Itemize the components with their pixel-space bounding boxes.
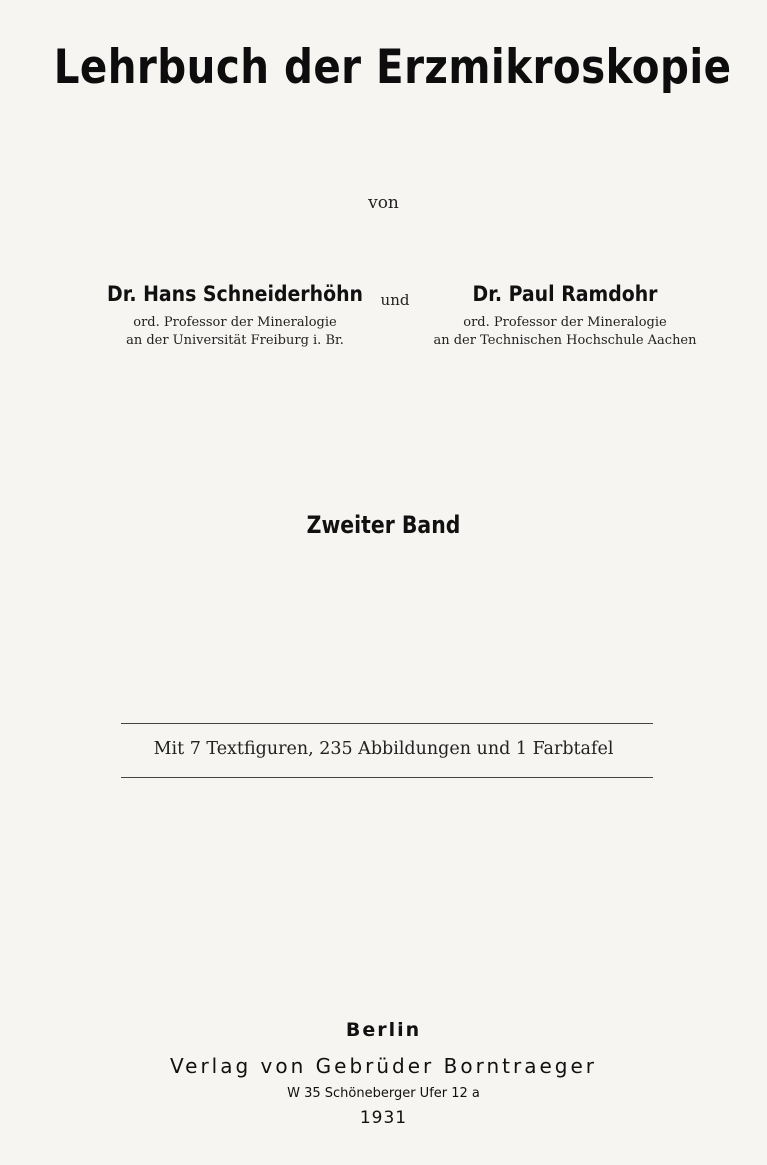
divider-top (121, 723, 653, 724)
figures-note: Mit 7 Textfiguren, 235 Abbildungen und 1 Farbtafel (153, 739, 614, 759)
conjunction: und (380, 291, 410, 309)
book-title: Lehrbuch der Erzmikroskopie (53, 40, 732, 95)
imprint-city: Berlin (345, 1019, 422, 1041)
author-first (60, 282, 410, 350)
author-position: ord. Professor der Mineralogie (463, 315, 667, 330)
author-institution: an der Universität Freiburg i. Br. (126, 333, 344, 348)
volume-label: Zweiter Band (306, 511, 461, 539)
author-position: ord. Professor der Mineralogie (133, 315, 337, 330)
author-name: Dr. Hans Schneiderhöhn (107, 282, 363, 306)
imprint-address: W 35 Schöneberger Ufer 12 a (287, 1086, 480, 1101)
author-second (400, 282, 730, 350)
imprint-publisher: Verlag von Gebrüder Borntraeger (170, 1054, 597, 1078)
imprint-year: 1931 (359, 1108, 408, 1128)
author-name: Dr. Paul Ramdohr (472, 282, 658, 306)
author-institution: an der Technischen Hochschule Aachen (433, 333, 697, 348)
by-word: von (368, 193, 399, 213)
divider-bottom (121, 777, 653, 778)
